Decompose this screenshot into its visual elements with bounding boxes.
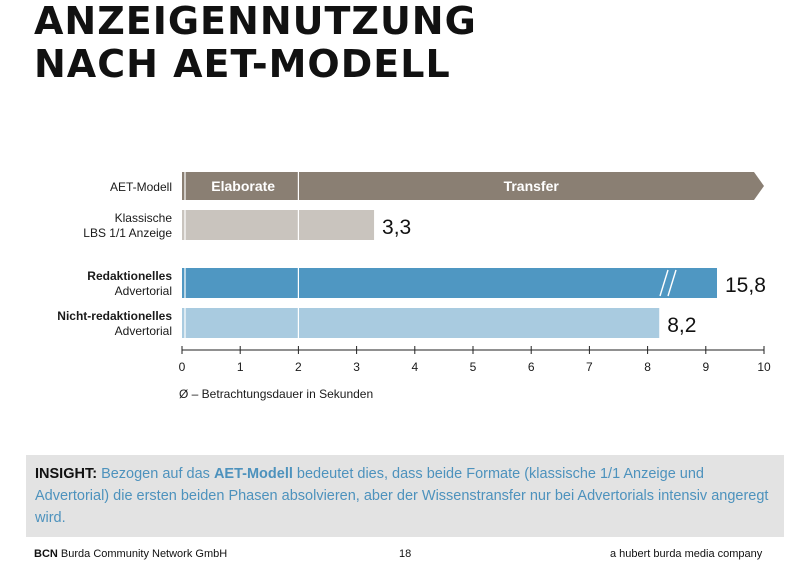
insight-text-after: bedeutet dies, dass beide Formate (klassische 1/1 Anzeige und Advertorial) die ersten beiden Phasen absolvieren, aber der Wissenstransfer nur bei Advertorials intensiv angeregt wird. [35,466,769,526]
bar [182,210,374,240]
category-label: Advertorial [114,284,172,298]
x-axis-label: Ø – Betrachtungsdauer in Sekunden [179,387,374,401]
category-label: Advertorial [114,324,172,338]
category-label: LBS 1/1 Anzeige [83,226,172,240]
bar [182,308,659,338]
aet-phase-label: Transfer [503,178,559,194]
page-title-line-1: ANZEIGENNUTZUNG [34,0,477,43]
bar [182,268,717,298]
aet-phase-label: Elaborate [211,178,276,194]
bar-value-label: 15,8 [725,274,766,297]
x-tick-label: 6 [527,360,535,374]
x-tick-label: 0 [178,360,186,374]
insight-highlight: AET-Modell [213,466,293,482]
x-tick-label: 7 [586,360,593,374]
x-tick-label: 5 [469,360,477,374]
footer-tagline: a hubert burda media company [610,548,763,560]
bar-value-label: 8,2 [667,314,697,337]
category-label: Klassische [114,211,172,225]
footer-company-name: Burda Community Network GmbH [60,548,228,560]
x-tick-label: 2 [295,360,302,374]
footer-brand: BCN [34,548,58,560]
category-label: Nicht-redaktionelles [57,309,172,323]
insight-label: INSIGHT: [35,466,98,482]
x-tick-label: 1 [236,360,244,374]
x-tick-label: 9 [702,360,710,374]
footer-page-number: 18 [399,548,412,560]
footer-company [34,548,227,560]
category-label: Redaktionelles [87,269,172,283]
x-tick-label: 10 [757,360,771,374]
page-title-line-2: NACH AET-MODELL [34,42,451,86]
x-tick-label: 4 [411,360,419,374]
insight-box [26,455,784,537]
insight-text-before: Bezogen auf das [101,466,210,482]
aet-row-label: AET-Modell [109,180,172,194]
x-tick-label: 8 [644,360,651,374]
bar-value-label: 3,3 [382,216,412,239]
x-tick-label: 3 [353,360,360,374]
